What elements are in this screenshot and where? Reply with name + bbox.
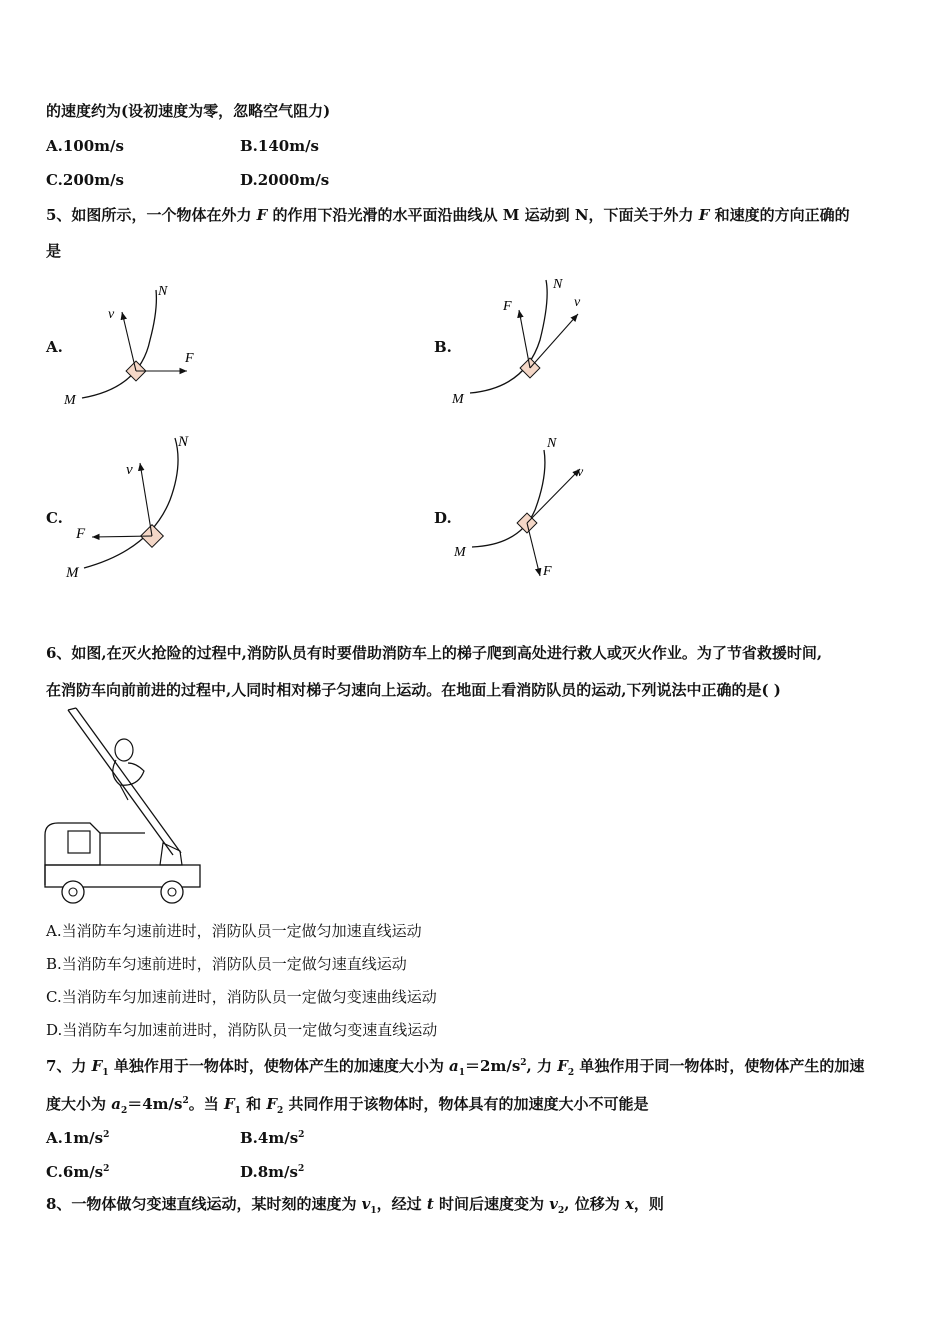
label-v: v: [574, 295, 581, 310]
q4-option-d: D.2000m/s: [240, 171, 330, 189]
q4-stem-tail: 的速度约为(设初速度为零，忽略空气阻力): [46, 102, 331, 120]
q5-diagrams: [0, 0, 950, 620]
diagram-c: [65, 434, 189, 581]
q7-option-a: $A.1m/s^2$: [46, 1129, 110, 1147]
q5-stem-line1: 5、如图所示，一个物体在外力 F 的作用下沿光滑的水平面沿曲线从 M 运动到 N，下面关于外力 F 和速度的方向正确的: [46, 206, 850, 224]
q6-stem-line2: 在消防车向前前进的过程中,人同时相对梯子匀速向上运动。在地面上看消防队员的运动,下列说法中正确的是( ): [46, 681, 781, 699]
q6-option-c: C.当消防车匀加速前进时，消防队员一定做匀变速曲线运动: [46, 988, 437, 1006]
label-m: M: [454, 545, 466, 560]
label-f: F: [543, 564, 552, 579]
q4-option-c: C.200m/s: [46, 171, 125, 189]
label-n: N: [553, 277, 563, 292]
q4-option-a: A.100m/s: [46, 137, 124, 155]
label-n: N: [158, 284, 168, 299]
q7-option-c: $C.6m/s^2$: [46, 1163, 110, 1181]
q5-option-b-label: B.: [434, 338, 452, 356]
q5-stem-line2: 是: [46, 242, 62, 260]
q5-option-c-label: C.: [46, 509, 63, 527]
label-m: M: [64, 393, 76, 408]
q4-option-b: B.140m/s: [240, 137, 320, 155]
q6-option-b: B.当消防车匀速前进时，消防队员一定做匀速直线运动: [46, 955, 407, 973]
q7-option-b: $B.4m/s^2$: [240, 1129, 305, 1147]
label-m: M: [452, 392, 464, 407]
label-f: F: [185, 351, 194, 366]
q6-stem-line1: 6、如图,在灭火抢险的过程中,消防队员有时要借助消防车上的梯子爬到高处进行救人或灭火作业。为了节省救援时间,: [46, 644, 823, 662]
q5-option-a-label: A.: [46, 338, 63, 356]
fire-truck-figure: [40, 705, 210, 910]
label-v: v: [126, 462, 133, 478]
q6-option-a: A.当消防车匀速前进时，消防队员一定做匀加速直线运动: [46, 922, 422, 940]
diagram-a: [63, 284, 194, 408]
label-v: v: [108, 307, 115, 322]
q6-option-d: D.当消防车匀加速前进时，消防队员一定做匀变速直线运动: [46, 1021, 438, 1039]
q5-option-d-label: D.: [434, 509, 452, 527]
label-f: F: [503, 299, 512, 314]
diagram-d: [453, 436, 584, 579]
label-v: v: [577, 465, 584, 480]
label-n: N: [178, 434, 189, 450]
q7-stem-line2: 度大小为 $a_2=4m/s^2$。当 $F_1$ 和 $F_2$ 共同作用于该物体时，物体具有的加速度大小不可能是: [46, 1095, 649, 1116]
q7-stem-line1: 7、力 $F_1$ 单独作用于一物体时，使物体产生的加速度大小为 $a_1=2m/s^2$, 力 $F_2$ 单独作用于同一物体时，使物体产生的加速: [46, 1057, 865, 1078]
q8-stem: 8、一物体做匀变速直线运动，某时刻的速度为 $v_1$，经过 t 时间后速度变为 $v_2$, 位移为 x，则: [46, 1195, 664, 1216]
label-m: M: [66, 565, 79, 581]
label-n: N: [547, 436, 557, 451]
label-f: F: [76, 526, 86, 542]
q7-option-d: $D.8m/s^2$: [240, 1163, 305, 1181]
diagram-b: [451, 277, 581, 407]
